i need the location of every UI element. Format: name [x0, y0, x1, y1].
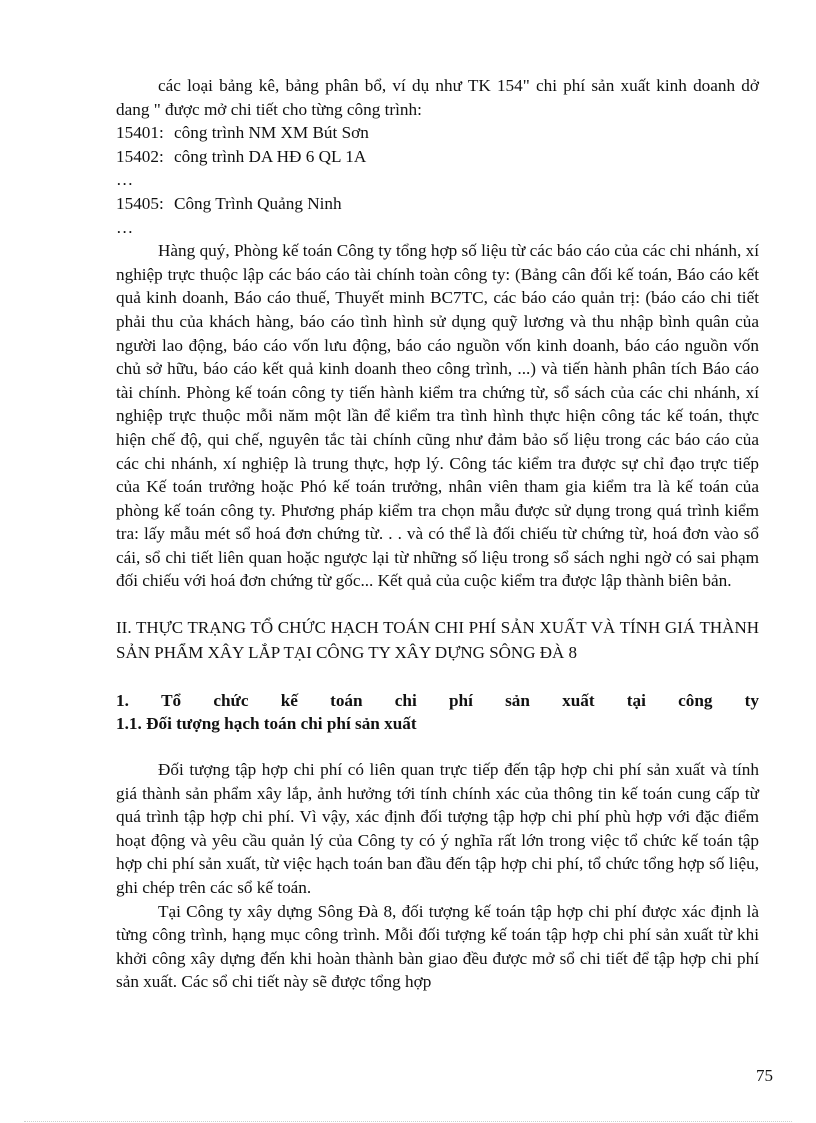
heading-word: phí [448, 691, 473, 711]
heading-word: ty [744, 691, 759, 711]
account-name: công trình NM XM Bút Sơn [174, 123, 369, 143]
account-list [116, 121, 759, 239]
intro-paragraph: các loại bảng kê, bảng phân bổ, ví dụ như TK 154" chi phí sản xuất kinh doanh dở dang " được mở chi tiết cho từng công trình: [116, 76, 759, 119]
account-code: 15405: [116, 193, 164, 213]
account-line [116, 168, 759, 192]
heading-word: công [678, 691, 713, 711]
page-edge-divider [24, 1121, 792, 1122]
heading-word: chi [394, 691, 417, 711]
page-number: 75 [756, 1066, 773, 1085]
account-line [116, 216, 759, 240]
spacer [116, 735, 759, 758]
account-code: … [116, 170, 134, 190]
heading-word: kế [280, 691, 298, 711]
section-heading: II. THỰC TRẠNG TỔ CHỨC HẠCH TOÁN CHI PHÍ SẢN XUẤT VÀ TÍNH GIÁ THÀNH SẢN PHẨM XÂY LẮP TẠI CÔNG TY XÂY DỰNG SÔNG ĐÀ 8 [116, 618, 759, 663]
heading-word: tại [626, 691, 646, 711]
account-line [116, 145, 759, 169]
body-paragraph: Đối tượng tập hợp chi phí có liên quan trực tiếp đến tập hợp chi phí sản xuất và tính giá thành sản phẩm xây lắp, ảnh hưởng tới tính chính xác của thông tin kế toán cung cấp từ quá trình tập hợp chi phí. Vì vậy, xác định đối tượng tập hợp chi phí phù hợp với đặc điểm hoạt động và yêu cầu quản lý của Công ty có ý nghĩa rất lớn trong việc tổ chức kế toán tập hợp chi phí sản xuất, từ việc hạch toán ban đầu đến tập hợp chi phí, tổ chức tổng hợp số liệu, ghi chép trên các sổ kế toán. [116, 760, 759, 898]
account-code: … [116, 217, 134, 237]
document-page [116, 74, 759, 994]
account-name: công trình DA HĐ 6 QL 1A [174, 146, 367, 166]
heading-word: 1. [116, 691, 129, 711]
account-line [116, 192, 759, 216]
heading-word: Tổ [161, 691, 182, 711]
subsubsection-heading: 1.1. Đối tượng hạch toán chi phí sản xuất [116, 714, 417, 734]
subsection-heading [116, 689, 759, 712]
body-paragraph: Tại Công ty xây dựng Sông Đà 8, đối tượng kế toán tập hợp chi phí được xác định là từng công trình, hạng mục công trình. Mỗi đối tượng kế toán tập hợp chi phí sản xuất từ khi khởi công xây dựng đến khi hoàn thành bàn giao đều được mở sổ chi tiết để tập hợp chi phí sản xuất. Các sổ chi tiết này sẽ được tổng hợp [116, 901, 759, 992]
heading-word: xuất [562, 691, 595, 711]
account-name: Công Trình Quảng Ninh [174, 193, 342, 213]
heading-word: toán [330, 691, 363, 711]
account-code: 15401: [116, 123, 164, 143]
account-code: 15402: [116, 146, 164, 166]
account-line [116, 121, 759, 145]
heading-word: sản [505, 691, 530, 711]
audit-paragraph: Hàng quý, Phòng kế toán Công ty tổng hợp số liệu từ các báo cáo của các chi nhánh, xí nghiệp trực thuộc lập các báo cáo tài chính toàn công ty: (Bảng cân đối kế toán, Báo cáo kết quả kinh doanh, Báo cáo thuế, Thuyết minh BC7TC, các báo cáo quản trị: (báo cáo chi tiết phải thu của khách hàng, báo cáo tình hình sử dụng quỹ lương và thu nhập bình quân của người lao động, báo cáo vốn lưu động, báo cáo nguồn vốn kinh doanh, báo cáo nguồn vốn chủ sở hữu, báo cáo kết quả kinh doanh theo công trình, ...) và tiến hành phân tích Báo cáo tài chính. Phòng kế toán công ty tiến hành kiểm tra chứng từ, sổ sách của các chi nhánh, xí nghiệp trực thuộc mỗi năm một lần để kiểm tra tình hình thực hiện công tác kế toán, thực hiện chế độ, qui chế, nguyên tắc tài chính cũng như đảm bảo số liệu trong các báo cáo của các chi nhánh, xí nghiệp là trung thực, hợp lý. Công tác kiểm tra được sự chỉ đạo trực tiếp của Kế toán trưởng hoặc Phó kế toán trưởng, nhân viên tham gia kiểm tra là kế toán của phòng kế toán công ty. Phương pháp kiểm tra chọn mẫu được sử dụng trong quá trình kiểm tra: lấy mẫu mét sổ hoá đơn chứng từ. . . và có thể là đối chiếu từ chứng từ, hoá đơn vào sổ cái, sổ chi tiết liên quan hoặc ngược lại từ những số liệu trong sổ sách nghi ngờ có sai phạm đối chiếu với hoá đơn chứng từ gốc... Kết quả của cuộc kiểm tra được lập thành biên bản. [116, 241, 759, 591]
heading-word: chức [213, 691, 249, 711]
